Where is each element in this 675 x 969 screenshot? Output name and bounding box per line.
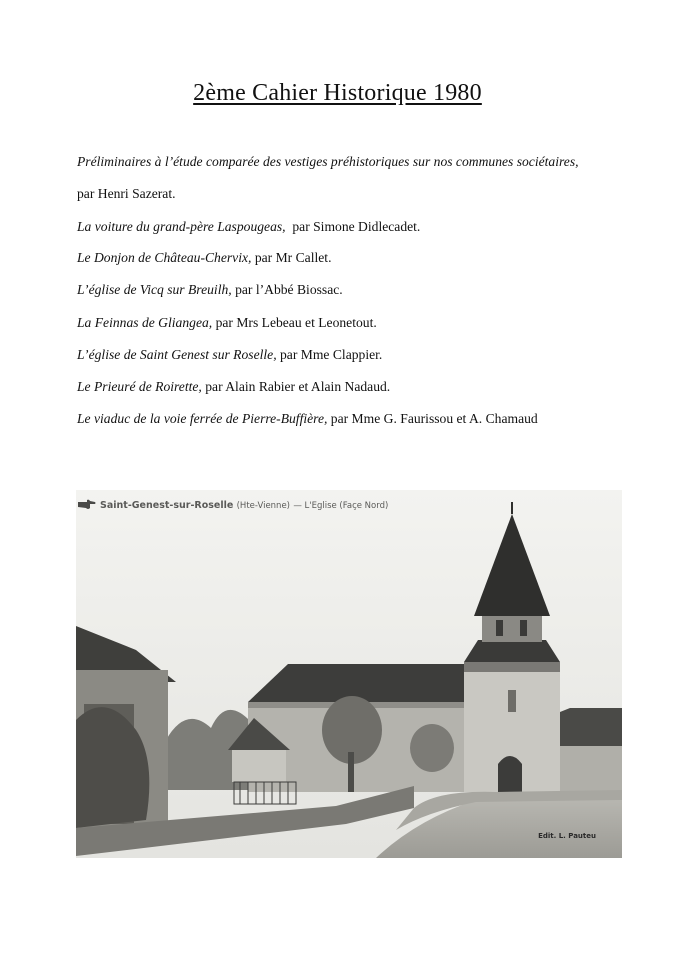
toc-entry-5 [77,315,377,331]
toc-entry-author: par Mr Callet. [254,250,332,265]
postcard-department: (Hte-Vienne) [236,501,290,511]
postcard-subject: — L'Eglise (Façe Nord) [293,501,389,511]
toc-entry-title: L’église de Saint Genest sur Roselle, [77,347,277,362]
toc-entry-title: Le Donjon de Château-Chervix, [77,250,252,265]
toc-entry-7 [77,379,390,395]
toc-entry-title: L’église de Vicq sur Breuilh, [77,282,232,297]
page-title: 2ème Cahier Historique 1980 [193,80,482,106]
church-scene-illustration [76,490,622,858]
postcard-caption [100,500,388,511]
toc-entry-author: par Simone Didlecadet. [292,219,421,234]
toc-entry-author: par Henri Sazerat. [77,186,176,201]
toc-entry-4 [77,282,343,298]
toc-entry-6 [77,347,382,363]
toc-entry-author: par Mrs Lebeau et Leonetout. [215,315,377,330]
toc-entry-1-author [77,186,176,202]
toc-entry-author: par Mme G. Faurissou et A. Chamaud [330,411,538,426]
toc-entry-title: Le viaduc de la voie ferrée de Pierre-Buffière, [77,411,328,426]
toc-entry-author: par Alain Rabier et Alain Nadaud. [205,379,391,394]
postcard-place: Saint-Genest-sur-Roselle [100,500,234,511]
toc-entry-3 [77,250,331,266]
pointing-hand-icon [78,499,96,510]
toc-entry-2 [77,219,420,235]
toc-entry-title: La voiture du grand-père Laspougeas, [77,219,286,234]
toc-entry-title: Le Prieuré de Roirette, [77,379,202,394]
postcard-publisher: Edit. L. Pauteu [538,832,596,840]
toc-entry-title: La Feinnas de Gliangea, [77,315,213,330]
church-postcard-photo [76,490,622,858]
toc-entry-author: par l’Abbé Biossac. [235,282,343,297]
toc-entry-1 [77,154,579,170]
toc-entry-author: par Mme Clappier. [280,347,383,362]
toc-entry-title: Préliminaires à l’étude comparée des vestiges préhistoriques sur nos communes sociétaires, [77,154,579,169]
toc-entry-8 [77,411,538,427]
